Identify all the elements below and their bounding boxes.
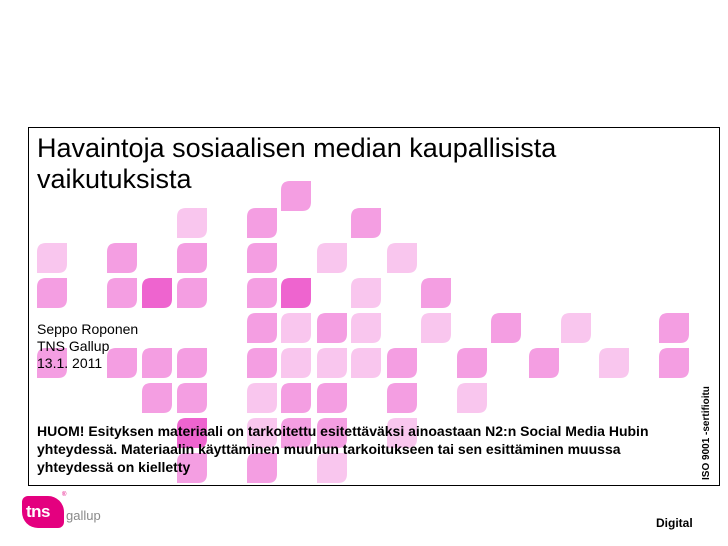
pattern-tile <box>177 383 207 413</box>
footer-label: Digital <box>656 516 693 530</box>
trademark-icon: ® <box>62 492 67 498</box>
pattern-tile <box>599 348 629 378</box>
pattern-tile <box>247 313 277 343</box>
pattern-tile <box>177 348 207 378</box>
pattern-tile <box>142 348 172 378</box>
pattern-tile <box>142 278 172 308</box>
pattern-tile <box>387 383 417 413</box>
pattern-tile <box>317 313 347 343</box>
pattern-tile <box>351 278 381 308</box>
pattern-tile <box>281 278 311 308</box>
tns-logo-text: tns <box>26 502 50 521</box>
iso-certification-label: ISO 9001 -sertifioitu <box>701 386 712 480</box>
pattern-tile <box>561 313 591 343</box>
pattern-tile <box>107 278 137 308</box>
pattern-tile <box>421 313 451 343</box>
slide-title: Havaintoja sosiaalisen median kaupallisista vaikutuksista <box>37 133 557 194</box>
pattern-tile <box>659 348 689 378</box>
pattern-tile <box>281 313 311 343</box>
pattern-tile <box>529 348 559 378</box>
pattern-tile <box>491 313 521 343</box>
pattern-tile <box>247 208 277 238</box>
gallup-logo-text: gallup <box>66 508 101 523</box>
pattern-tile <box>247 278 277 308</box>
pattern-tile <box>177 278 207 308</box>
tns-gallup-logo <box>22 492 102 532</box>
presentation-date: 13.1. 2011 <box>37 355 103 371</box>
tns-logo-mark <box>22 496 64 528</box>
pattern-tile <box>351 348 381 378</box>
pattern-tile <box>351 313 381 343</box>
pattern-tile <box>421 278 451 308</box>
author-organization: TNS Gallup <box>37 338 110 354</box>
pattern-tile <box>247 383 277 413</box>
pattern-tile <box>247 243 277 273</box>
pattern-tile <box>317 243 347 273</box>
pattern-tile <box>659 313 689 343</box>
pattern-tile <box>37 278 67 308</box>
pattern-tile <box>177 208 207 238</box>
pattern-tile <box>317 383 347 413</box>
pattern-tile <box>281 383 311 413</box>
usage-notice: HUOM! Esityksen materiaali on tarkoitettu esitettäväksi ainoastaan N2:n Social Media Hubin yhteydessä. Materiaalin käyttäminen muuhun tarkoitukseen tai sen esittäminen muussa yhteydessä on kielletty <box>37 423 649 475</box>
pattern-tile <box>37 243 67 273</box>
pattern-tile <box>457 383 487 413</box>
pattern-tile <box>387 348 417 378</box>
pattern-tile <box>281 348 311 378</box>
pattern-tile <box>351 208 381 238</box>
pattern-tile <box>317 348 347 378</box>
pattern-tile <box>107 243 137 273</box>
pattern-tile <box>247 348 277 378</box>
pattern-tile <box>457 348 487 378</box>
pattern-tile <box>177 243 207 273</box>
author-name: Seppo Roponen <box>37 321 139 337</box>
pattern-tile <box>142 383 172 413</box>
author-block <box>37 321 138 372</box>
pattern-tile <box>387 243 417 273</box>
slide <box>28 127 720 486</box>
